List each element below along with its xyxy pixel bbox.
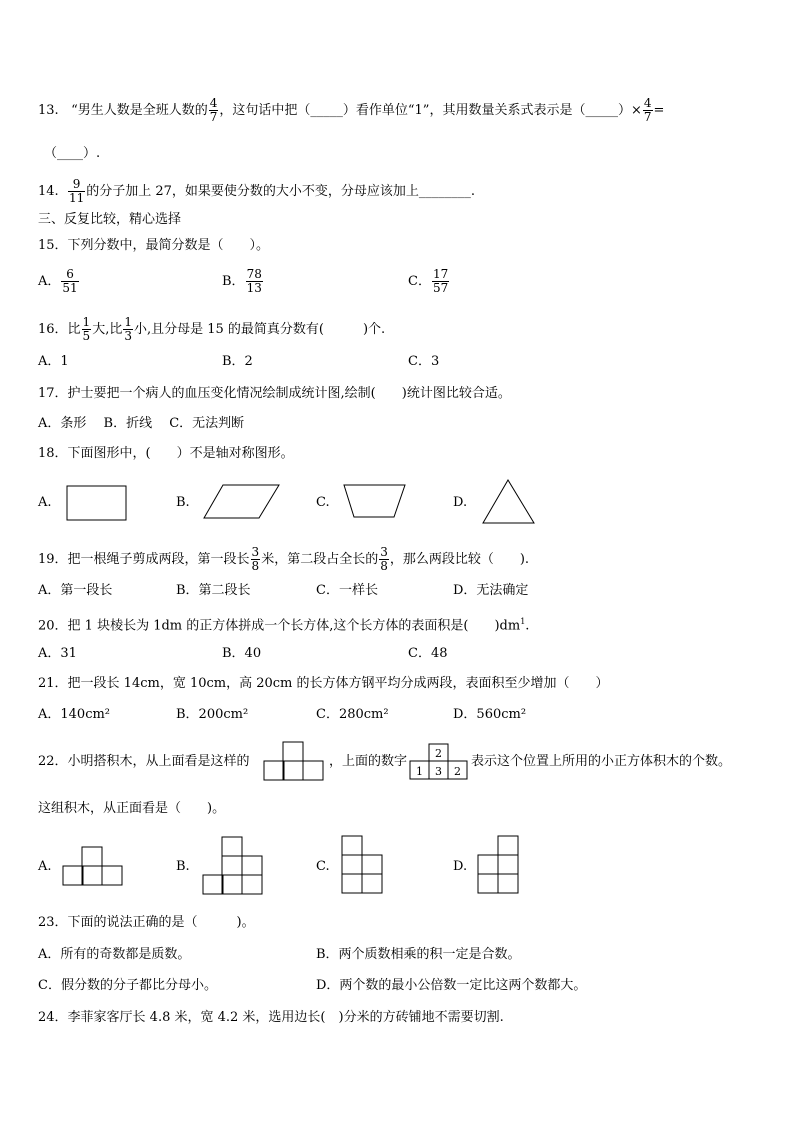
option-a: A．第一段长 [38, 583, 113, 598]
option-b: B．两个质数相乘的积一定是合数。 [316, 947, 521, 962]
fraction: $\frac{78}{13}$ [246, 267, 262, 295]
question-number: 14. [38, 184, 59, 199]
front-view-b-icon [202, 836, 264, 898]
question-22-line2: 这组积木，从正面看是（ )。 [38, 801, 226, 816]
option-b: B．40 [222, 646, 262, 661]
number-grid-icon [409, 743, 469, 781]
option-a: A．1 [38, 354, 69, 369]
front-view-d-icon [477, 835, 519, 897]
option-d: D. [453, 859, 468, 874]
option-b: B. [176, 859, 190, 874]
grid-digit: 2 [454, 765, 461, 778]
option-b: B. [176, 495, 190, 510]
grid-digit: 2 [435, 747, 442, 760]
option-a: A．所有的奇数都是质数。 [38, 947, 191, 962]
question-22-part1: 22．小明搭积木，从上面看是这样的 [38, 754, 250, 769]
option-b: B．2 [222, 354, 253, 369]
question-19: 19．把一根绳子剪成两段，第一段长 $\frac{3}{8}$ 米，第二段占全长的 $\frac{3}{8}$ ，那么两段比较（ ). [38, 545, 530, 573]
front-view-a-icon [62, 846, 124, 888]
triangle-icon [481, 478, 537, 526]
question-14 [38, 178, 475, 205]
option-c: C．一样长 [316, 583, 378, 598]
question-text: ，这句话中把（_____）看作单位“1”，其用数量关系式表示是（_____）× [219, 103, 642, 118]
question-22-part2: ，上面的数字 [329, 754, 408, 769]
option-b: B． $\frac{78}{13}$ [222, 267, 262, 295]
fraction: $\frac{3}{8}$ [251, 545, 260, 573]
option-c: C. [316, 495, 330, 510]
question-24: 24．李菲家客厅长 4.8 米，宽 4.2 米，选用边长( )分米的方砖铺地不需要切割. [38, 1010, 504, 1025]
trapezoid-icon [342, 483, 408, 521]
question-16: 16．比 $\frac{1}{5}$ 大,比 $\frac{1}{3}$ 小,且分母是 15 的最简真分数有( )个. [38, 315, 386, 343]
question-17: 17．护士要把一个病人的血压变化情况绘制成统计图,绘制( )统计图比较合适。 [38, 386, 511, 401]
option-d: D. [453, 495, 468, 510]
question-text: “男生人数是全班人数的 [71, 103, 208, 118]
question-22-part3: 表示这个位置上所用的小正方体积木的个数。 [471, 754, 732, 769]
option-d: D．两个数的最小公倍数一定比这两个数都大。 [316, 978, 587, 993]
options-row: A．条形 B．折线 C．无法判断 [38, 416, 245, 431]
option-c: C． $\frac{17}{57}$ [408, 267, 449, 295]
option-d: D．560cm² [453, 707, 527, 722]
fraction: $\frac{4}{7}$ [209, 96, 218, 124]
question-text: 的分子加上 27，如果要使分数的大小不变，分母应该加上________. [86, 184, 476, 199]
option-c: C. [316, 859, 330, 874]
option-c: C．假分数的分子都比分母小。 [38, 978, 217, 993]
fraction: $\frac{9}{11}$ [68, 177, 85, 205]
fraction: $\frac{3}{8}$ [380, 545, 388, 573]
option-d: D．无法确定 [453, 583, 529, 598]
option-b: B．200cm² [176, 707, 249, 722]
section-heading: 三、反复比较，精心选择 [38, 212, 182, 227]
fraction: $\frac{1}{5}$ [82, 315, 91, 343]
top-view-icon [263, 741, 325, 781]
question-18: 18．下面图形中，( ）不是轴对称图形。 [38, 446, 294, 461]
parallelogram-icon [203, 483, 281, 521]
grid-digit: 3 [435, 765, 442, 778]
option-a: A. [38, 859, 52, 874]
option-c: C．48 [408, 646, 448, 661]
fraction: $\frac{6}{51}$ [62, 267, 78, 295]
option-c: C．280cm² [316, 707, 389, 722]
question-number: 13. [38, 103, 59, 118]
question-23: 23．下面的说法正确的是（ )。 [38, 915, 255, 930]
question-15: 15．下列分数中，最简分数是（ ）。 [38, 238, 270, 253]
rectangle-icon [66, 485, 128, 523]
option-b: B．第二段长 [176, 583, 251, 598]
option-a: A. [38, 495, 52, 510]
option-c: C．3 [408, 354, 440, 369]
front-view-c-icon [341, 835, 383, 897]
question-21: 21．把一段长 14cm，宽 10cm，高 20cm 的长方体方钢平均分成两段，表面积至少增加（ ） [38, 676, 609, 691]
question-20: 20．把 1 块棱长为 1dm 的正方体拼成一个长方体,这个长方体的表面积是( )$dm^1$. [38, 617, 530, 634]
option-a: A． $\frac{6}{51}$ [38, 267, 78, 295]
option-a: A．31 [38, 646, 77, 661]
grid-digit: 1 [416, 765, 423, 778]
fraction: $\frac{1}{3}$ [124, 315, 132, 343]
fraction: $\frac{17}{57}$ [432, 267, 449, 295]
fraction: $\frac{4}{7}$ [643, 96, 652, 124]
option-a: A．140cm² [38, 707, 111, 722]
question-13: 13. “男生人数是全班人数的 $\frac{4}{7}$ ，这句话中把（_____）看作单位“1”，其用数量关系式表示是（_____）× $\frac{4}{7}$ = [38, 96, 665, 124]
question-13-line2: （____）. [44, 146, 101, 161]
